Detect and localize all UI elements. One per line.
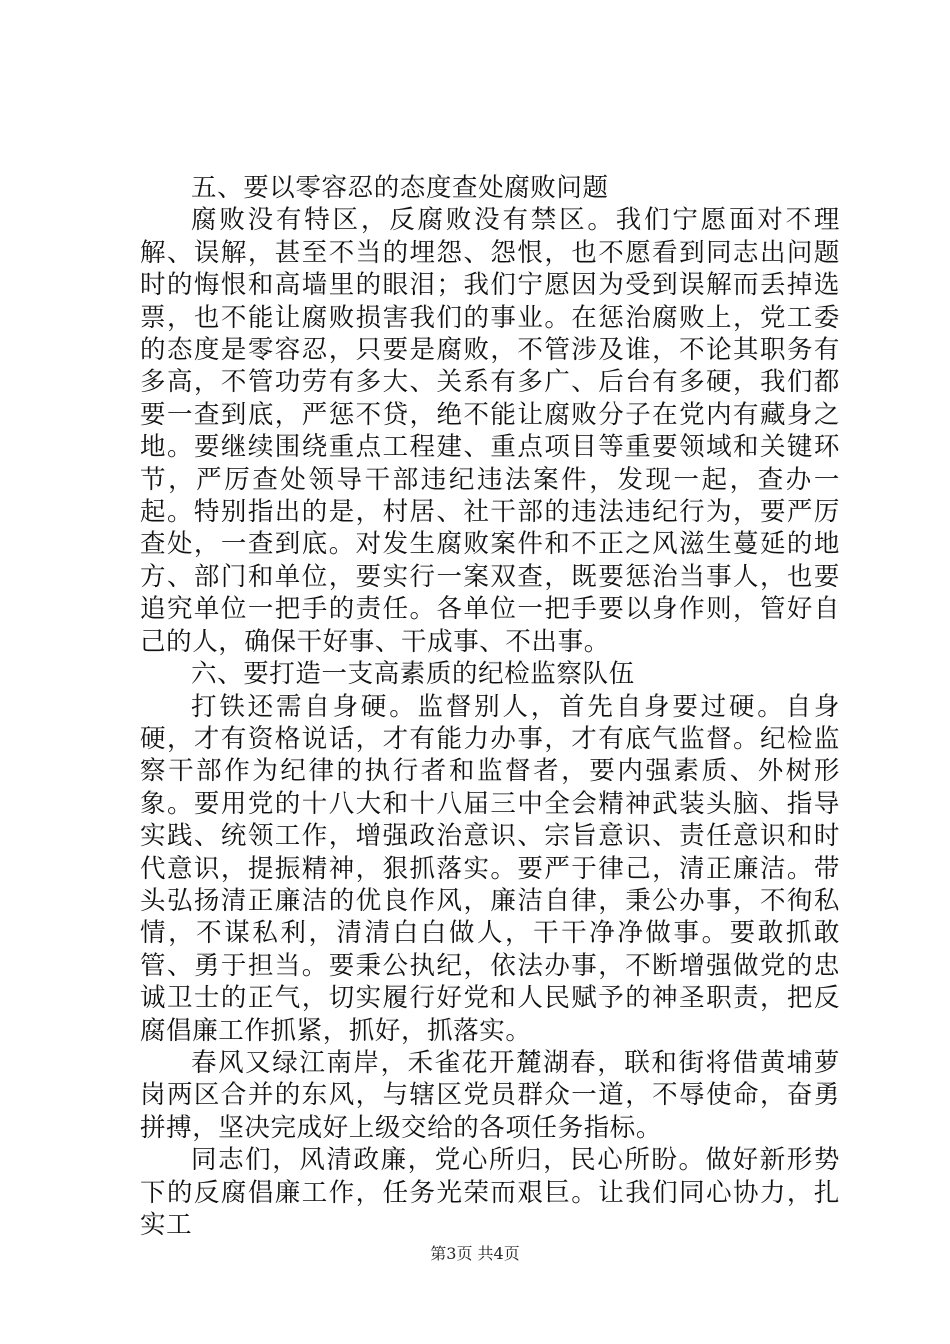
paragraph: 打铁还需自身硬。监督别人，首先自身要过硬。自身硬，才有资格说话，才有能力办事，才有底气监督。纪检监察干部作为纪律的执行者和监督者，要内强素质、外树形象。要用党的十八大和十八届三中全会精神武装头脑、指导实践、统领工作，增强政治意识、宗旨意识、责任意识和时代意识，提振精神，狠抓落实。要严于律己，清正廉洁。带头弘扬清正廉洁的优良作风，廉洁自律，秉公办事，不徇私情，不谋私利，清清白白做人，干干净净做事。要敢抓敢管、勇于担当。要秉公执纪，依法办事，不断增强做党的忠诚卫士的正气，切实履行好党和人民赋予的神圣职责，把反腐倡廉工作抓紧，抓好，抓落实。 [140, 691, 840, 1046]
paragraph: 同志们，风清政廉，党心所归，民心所盼。做好新形势下的反腐倡廉工作，任务光荣而艰巨。让我们同心协力，扎实工 [140, 1145, 840, 1240]
page-number-label: 第3页 共4页 [430, 1244, 520, 1263]
paragraph: 腐败没有特区，反腐败没有禁区。我们宁愿面对不理解、误解，甚至不当的埋怨、怨恨，也不愿看到同志出问题时的悔恨和高墙里的眼泪；我们宁愿因为受到误解而丢掉选票，也不能让腐败损害我们的事业。在惩治腐败上，党工委的态度是零容忍，只要是腐败，不管涉及谁，不论其职务有多高，不管功劳有多大、关系有多广、后台有多硬，我们都要一查到底，严惩不贷，绝不能让腐败分子在党内有藏身之地。要继续围绕重点工程建、重点项目等重要领域和关键环节，严厉查处领导干部违纪违法案件，发现一起，查办一起。特别指出的是，村居、社干部的违法违纪行为，要严厉查处，一查到底。对发生腐败案件和不正之风滋生蔓延的地方、部门和单位，要实行一案双查，既要惩治当事人，也要追究单位一把手的责任。各单位一把手要以身作则，管好自己的人，确保干好事、干成事、不出事。 [140, 205, 840, 657]
section-heading-6: 六、要打造一支高素质的纪检监察队伍 [191, 659, 635, 690]
section-heading-5: 五、要以零容忍的态度查处腐败问题 [191, 173, 609, 203]
paragraph: 春风又绿江南岸，禾雀花开麓湖春，联和街将借黄埔萝岗两区合并的东风，与辖区党员群众一道，不辱使命，奋勇拼搏，坚决完成好上级交给的各项任务指标。 [140, 1047, 840, 1143]
page-footer [0, 1244, 950, 1264]
document-body [140, 172, 840, 1241]
